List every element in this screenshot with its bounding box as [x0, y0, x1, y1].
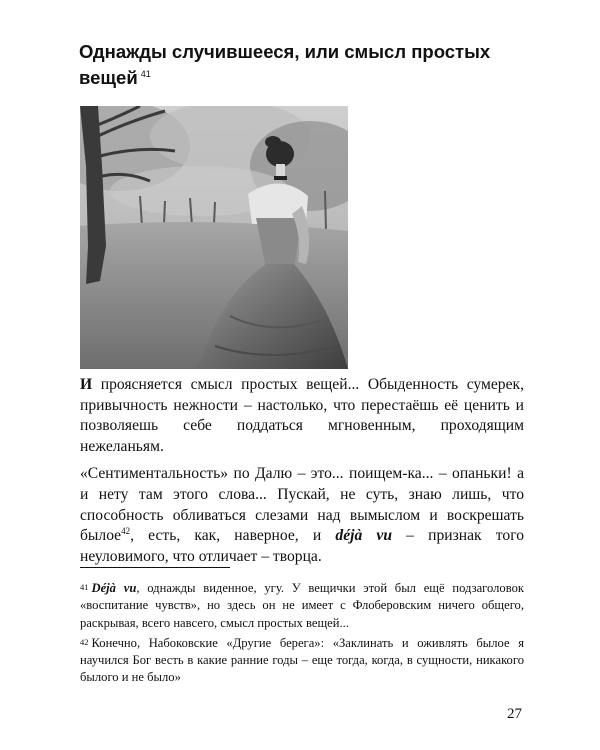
paragraph-2-text-c: – признак того неуловимого, что отличает – творца.: [80, 527, 524, 565]
illustration-drawing: [80, 106, 348, 369]
footnote-42-text: Конечно, Набоковские «Другие берега»: «Заклинать и оживлять былое я научился Бог весть в какие ранние годы – еще тогда, когда, в сущности, никакого былого и не было»: [80, 635, 524, 685]
footnote-41-text: , однажды виденное, угу. У вещички этой был ещё подзаголовок «воспитание чувств», но здесь он не имеет с Флоберовским ничего общего, раскрывая, всего навсего, смысл простых вещей...: [80, 581, 524, 630]
main-text: [80, 375, 524, 574]
paragraph-1-text: проясняется смысл простых вещей... Обыденность сумерек, привычность нежности – настолько, что перестаёшь её ценить и позволяешь себе поддаться мгновенным, проходящим нежеланьям.: [80, 376, 524, 455]
footnote-ref-42[interactable]: 42: [121, 525, 131, 536]
paragraph-2: [80, 464, 524, 567]
footnote-41-number: 41: [80, 582, 89, 592]
footnotes: [80, 579, 524, 689]
footnote-41-term: Déjà vu: [91, 581, 137, 595]
paragraph-2-text-a: «Сентиментальность» по Далю – это... поищем-ка... – опаньки! а и нету там этого слова... Пускай, не суть, знаю лишь, что способность обливаться слезами над вымыслом и воскрешать былое: [80, 465, 524, 545]
footnote-41: [80, 579, 524, 632]
page-number: 27: [507, 706, 522, 722]
paragraph-2-text-b: , есть, как, наверное, и: [130, 527, 336, 545]
chapter-heading: [79, 40, 519, 89]
paragraph-lead-word: И: [80, 376, 93, 393]
footnote-42: [80, 634, 524, 687]
paragraph-1: [80, 375, 524, 457]
footnote-42-number: 42: [80, 636, 89, 647]
deja-vu-term: déjà vu: [335, 527, 392, 545]
chapter-title: Однажды случившееся, или смысл простых вещей: [79, 41, 491, 89]
footnote-divider: [80, 567, 230, 568]
woman-in-garden-illustration: [80, 106, 348, 369]
footnote-ref-41[interactable]: 41: [140, 69, 151, 79]
